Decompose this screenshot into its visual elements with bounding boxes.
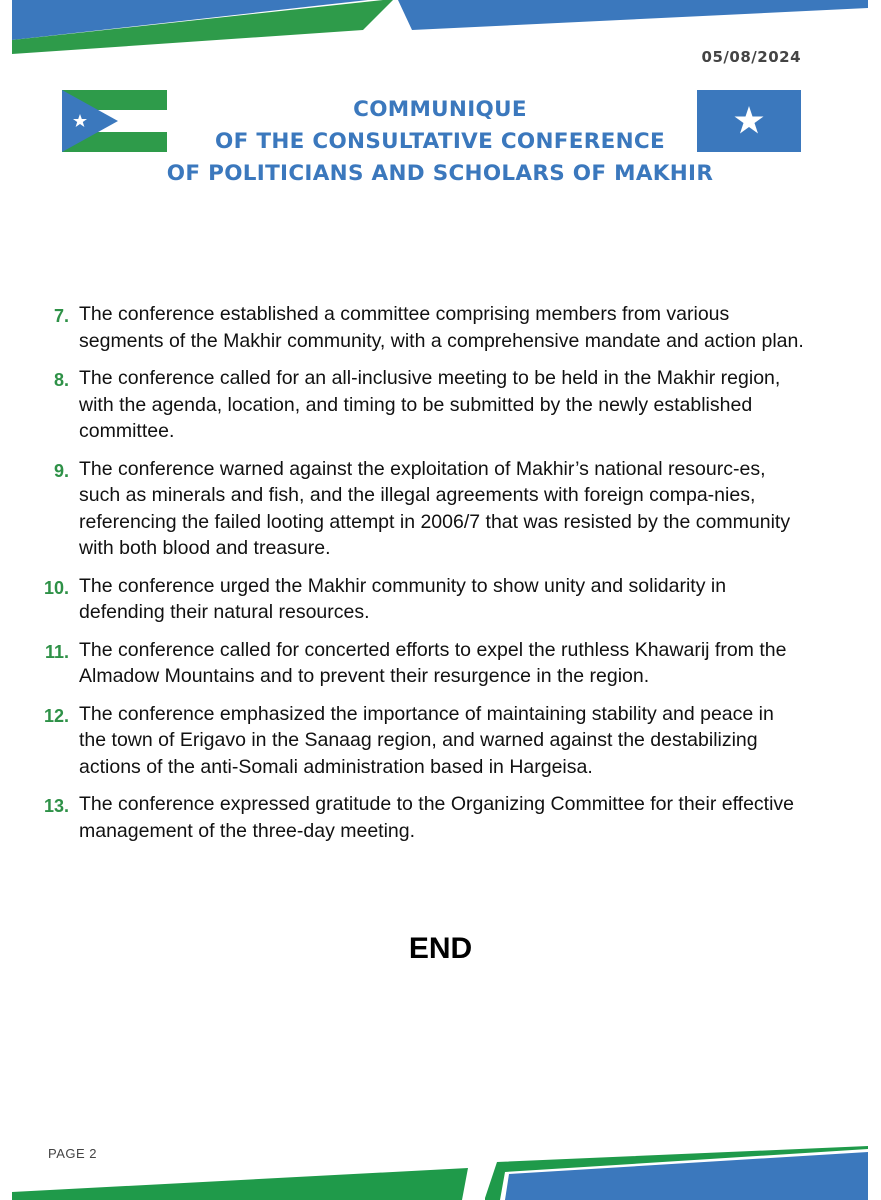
end-marker: END — [408, 932, 473, 965]
item-number: 8. — [53, 370, 69, 390]
bottom-decorative-band — [0, 1140, 881, 1200]
item-number: 12. — [43, 705, 69, 726]
list-item — [35, 456, 805, 562]
list-item — [35, 365, 805, 445]
item-text: The conference emphasized the importance of maintaining stability and peace in the town of Erigavo in the Sanaag region, and warned against the destabilizing actions of the anti-Somali administration based in Hargeisa. — [79, 702, 774, 778]
item-number: 11. — [44, 641, 69, 662]
item-number: 13. — [43, 796, 69, 816]
item-text: The conference warned against the exploitation of Makhir’s national resourc-es, such as minerals and fish, and the illegal agreements with foreign compa-nies, referencing the failed looting attempt in 2006/7 that was resisted by the community with both blood and treasure. — [79, 457, 791, 559]
item-text: The conference expressed gratitude to the Organizing Committee for their effective management of the three-day meeting. — [79, 793, 795, 842]
list-item — [35, 791, 805, 844]
item-number: 10. — [43, 577, 69, 598]
item-number: 9. — [53, 460, 69, 481]
list-item — [35, 701, 805, 781]
document-date: 05/08/2024 — [701, 48, 801, 66]
item-text: The conference urged the Makhir community to show unity and solidarity in defending their natural resources. — [79, 574, 727, 623]
item-text: The conference established a committee comprising members from various segments of the Makhir community, with a comprehensive mandate and action plan. — [79, 303, 804, 352]
item-text: The conference called for an all-inclusive meeting to be held in the Makhir region, with the agenda, location, and timing to be submitted by the newly established committee. — [79, 367, 781, 442]
list-item — [35, 637, 805, 690]
communique-title — [140, 94, 740, 190]
list-item — [35, 573, 805, 626]
item-number: 7. — [53, 306, 69, 326]
page-number: PAGE 2 — [48, 1146, 98, 1161]
list-item — [35, 301, 805, 354]
item-text: The conference called for concerted efforts to expel the ruthless Khawarij from the Almadow Mountains and to prevent their resurgence in the region. — [79, 638, 787, 687]
title-line-3: OF POLITICIANS AND SCHOLARS OF MAKHIR — [166, 161, 714, 186]
resolution-list — [35, 301, 805, 855]
title-line-1: COMMUNIQUE — [353, 97, 527, 122]
title-line-2: OF THE CONSULTATIVE CONFERENCE — [215, 129, 665, 154]
